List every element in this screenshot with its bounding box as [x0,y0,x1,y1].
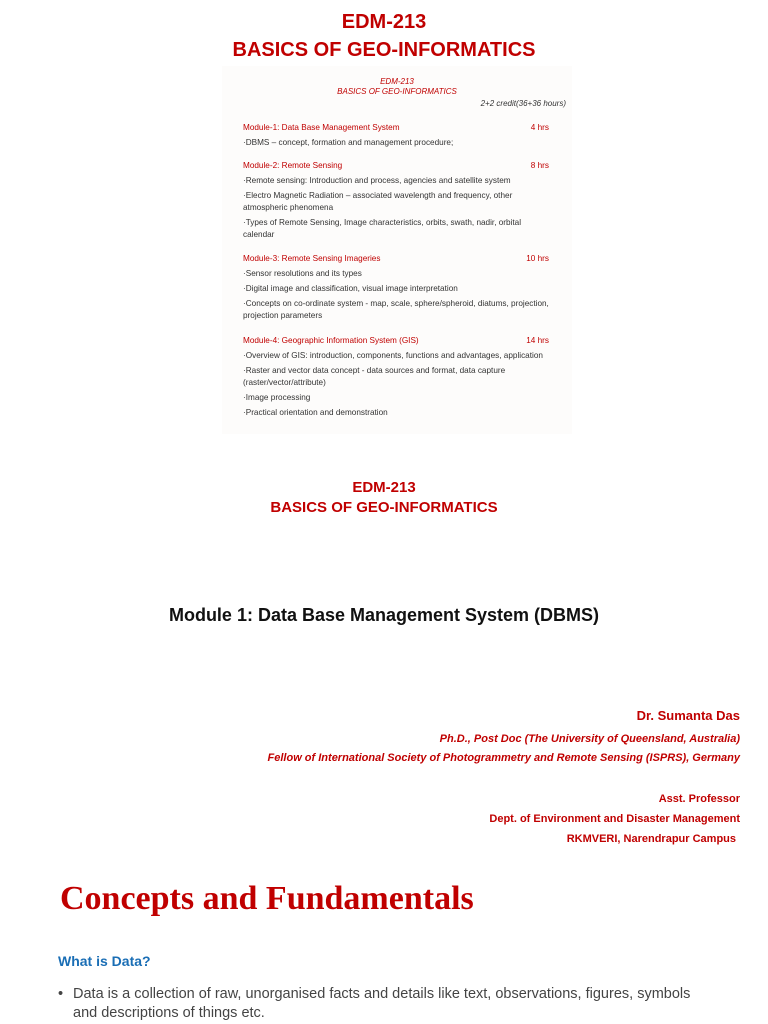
module-heading: Module 1: Data Base Management System (DBMS) [168,605,600,625]
module-bullet: · Concepts on co-ordinate system - map, scale, sphere/spheroid, diatums, projection, projection parameters [243,298,553,322]
slide-syllabus [0,0,768,445]
module-hours: 8 hrs [530,161,549,170]
module-bullet: · Overview of GIS: introduction, components, functions and advantages, application [243,350,553,362]
syllabus-head-code: EDM-213 [380,77,414,86]
module-title-row [243,122,553,134]
module-title-row [243,253,553,265]
data-definition: Data is a collection of raw, unorganised facts and details like text, observations, figures, symbols and descriptions of things etc. [73,986,691,1021]
module-hours: 14 hrs [526,336,549,345]
module-bullet: · Image processing [243,392,553,404]
author-name: Dr. Sumanta Das [636,708,740,723]
author-designation: Asst. Professor [658,793,740,805]
slide1-title-name: BASICS OF GEO-INFORMATICS [232,39,536,61]
module-bullet: · Raster and vector data concept - data sources and format, data capture (raster/vector/attribute) [243,365,553,389]
module-bullet: · Practical orientation and demonstration [243,407,553,419]
module-hours: 4 hrs [530,123,549,132]
slide1-title-code: EDM-213 [341,11,427,33]
syllabus-head-name: BASICS OF GEO-INFORMATICS [337,87,457,96]
list-item [58,985,708,1023]
syllabus-module-1 [243,122,553,149]
slide2-title-code: EDM-213 [352,479,416,496]
module-bullet: · Sensor resolutions and its types [243,268,553,280]
concepts-heading: Concepts and Fundamentals [60,880,474,917]
module-title: Module-3: Remote Sensing Imageries [243,254,381,263]
what-is-data-heading: What is Data? [58,953,151,969]
module-bullet: · DBMS – concept, formation and management procedure; [243,137,553,149]
module-bullet: · Digital image and classification, visual image interpretation [243,283,553,295]
author-institution: RKMVERI, Narendrapur Campus [566,833,736,845]
module-title-row [243,160,553,172]
module-title: Module-1: Data Base Management System [243,123,400,132]
module-bullet: · Electro Magnetic Radiation – associated wavelength and frequency, other atmospheric phenomena [243,190,553,214]
slide-concepts [0,860,768,1024]
module-title: Module-4: Geographic Information System (GIS) [243,336,419,345]
slide-title [0,445,768,845]
syllabus-module-4 [243,335,553,419]
syllabus-image [222,66,572,434]
slide2-title-name: BASICS OF GEO-INFORMATICS [270,499,498,516]
bullet-icon: • [58,986,64,1002]
module-title-row [243,335,553,347]
syllabus-module-2 [243,160,553,241]
syllabus-module-3 [243,253,553,322]
author-fellowship: Fellow of International Society of Photogrammetry and Remote Sensing (ISPRS), Germany [267,752,740,764]
module-bullet: · Types of Remote Sensing, Image characteristics, orbits, swath, nadir, orbital calendar [243,217,553,241]
author-department: Dept. of Environment and Disaster Management [489,813,740,825]
syllabus-credit: 2+2 credit(36+36 hours) [480,99,566,108]
author-qualification: Ph.D., Post Doc (The University of Queensland, Australia) [439,733,740,745]
module-title: Module-2: Remote Sensing [243,161,343,170]
module-bullet: · Remote sensing: Introduction and process, agencies and satellite system [243,175,553,187]
module-hours: 10 hrs [526,254,549,263]
